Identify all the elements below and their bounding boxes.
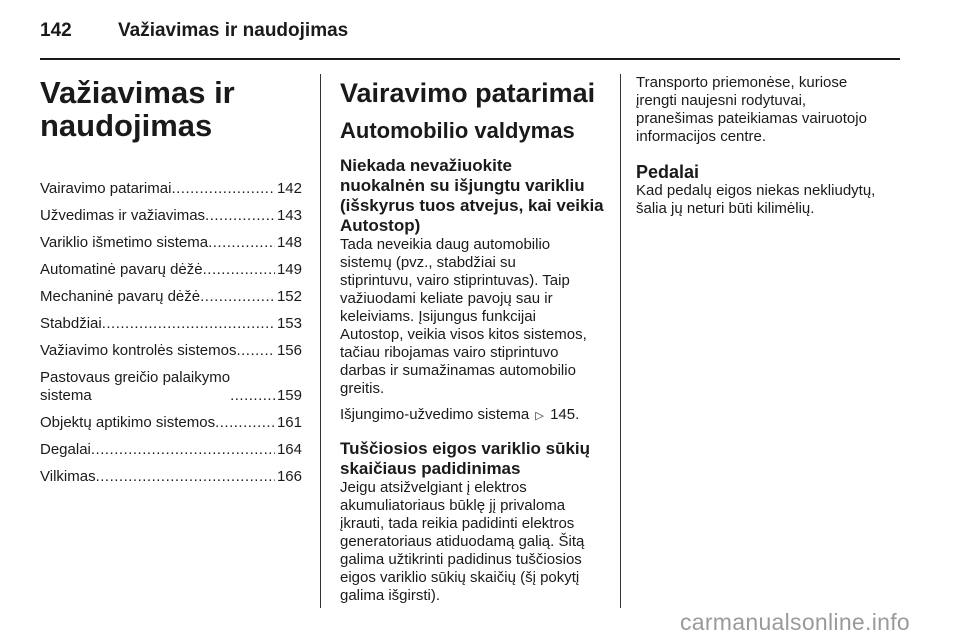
toc-leader-dots — [91, 441, 275, 459]
toc-entry-title: Užvedimas ir važiavimas — [40, 207, 206, 224]
block2-heading: Tuščiosios eigos variklio sūkių skaičiaus padidinimas — [340, 439, 591, 478]
toc-leader-dots — [215, 414, 275, 432]
toc-entry-title: Vilkimas — [40, 468, 96, 485]
header-rule — [40, 58, 900, 60]
column-divider-left — [320, 74, 321, 608]
block4-heading: Pedalai — [636, 162, 700, 182]
toc-entry-title: Pastovaus greičio palaikymo sistema — [40, 369, 231, 404]
toc-leader-dots — [236, 342, 275, 360]
toc-entry — [40, 342, 302, 360]
toc-leader-dots — [205, 207, 275, 225]
section-subtitle: Automobilio valdymas — [340, 118, 575, 143]
toc-entry-page: 142 — [276, 180, 302, 197]
toc-entry — [40, 261, 302, 279]
toc-entry-title: Mechaninė pavarų dėžė — [40, 288, 201, 305]
block1-body: Tada neveikia daug automobilio sistemų (pvz., stabdžiai su stiprintuvu, vairo stiprintuvas). Taip važiuodami keliate pavojų sau ir keleiviams. Įsijungus funkcijai Autostop, veikia visos kitos sistemos, tačiau ribojamas vairo stiprintuvo darbas ir sumažinamas automobilio greitis. — [340, 236, 587, 397]
toc-entry — [40, 441, 302, 459]
toc-entry — [40, 234, 302, 252]
toc-entry-page: 166 — [276, 468, 302, 485]
cross-reference-page: 145. — [550, 406, 580, 423]
content-column-right — [636, 74, 900, 226]
toc-entry-page: 149 — [276, 261, 302, 278]
toc-entry-page: 152 — [276, 288, 302, 305]
toc-entry-title: Automatinė pavarų dėžė — [40, 261, 203, 278]
toc-entry — [40, 369, 302, 405]
toc-entry-title: Variklio išmetimo sistema — [40, 234, 209, 251]
toc-entry-title: Stabdžiai — [40, 315, 102, 332]
toc-entry — [40, 468, 302, 486]
toc-leader-dots — [203, 261, 275, 279]
toc-entry-page: 164 — [276, 441, 302, 458]
toc-entry-page: 159 — [276, 387, 302, 404]
toc-entry — [40, 414, 302, 432]
toc-leader-dots — [102, 315, 275, 333]
section-title: Vairavimo patarimai — [340, 78, 596, 108]
block1-heading: Niekada nevažiuokite nuokalnėn su išjungtu varikliu (išskyrus tuos atvejus, kai veikia Autostop) — [340, 156, 604, 235]
toc-leader-dots — [96, 468, 275, 486]
toc-entry-title: Objektų aptikimo sistemos — [40, 414, 216, 431]
watermark: carmanualsonline.info — [679, 609, 910, 635]
toc-entry — [40, 288, 302, 306]
chapter-column — [40, 74, 302, 495]
block3-body: Transporto priemonėse, kuriose įrengti naujesni rodytuvai, pranešimas pateikiamas vairuotojo informacijos centre. — [636, 74, 867, 145]
toc-leader-dots — [171, 180, 275, 198]
running-header-title: Važiavimas ir naudojimas — [118, 20, 349, 41]
toc-leader-dots — [208, 234, 275, 252]
toc-entry-page: 153 — [276, 315, 302, 332]
page-number: 142 — [40, 20, 72, 41]
toc-entry-title: Vairavimo patarimai — [40, 180, 172, 197]
toc-leader-dots — [230, 387, 275, 405]
toc-entry-page: 161 — [276, 414, 302, 431]
column-divider-right — [620, 74, 621, 608]
reference-arrow-icon: ▷ — [535, 410, 544, 422]
toc-entry-title: Degalai — [40, 441, 91, 458]
block2-body: Jeigu atsižvelgiant į elektros akumuliatoriaus būklę jį privaloma įkrauti, tada reikia padidinti elektros generatoriaus atiduodamą galią. Šitą galima užtikrinti padidinus tuščiosios eigos variklio sūkių skaičių (šį pokytį galima išgirsti). — [340, 479, 585, 604]
toc-entry-page: 143 — [276, 207, 302, 224]
cross-reference-text: Išjungimo-užvedimo sistema — [340, 406, 530, 423]
table-of-contents — [40, 180, 302, 486]
toc-entry-page: 156 — [276, 342, 302, 359]
chapter-title: Važiavimas ir naudojimas — [40, 75, 235, 143]
block4-body: Kad pedalų eigos niekas nekliudytų, šalia jų neturi būti kilimėlių. — [636, 182, 876, 217]
toc-entry — [40, 180, 302, 198]
toc-entry — [40, 315, 302, 333]
toc-leader-dots — [200, 288, 275, 306]
content-column-middle — [340, 74, 606, 613]
toc-entry-title: Važiavimo kontrolės sistemos — [40, 342, 237, 359]
toc-entry — [40, 207, 302, 225]
cross-reference — [340, 406, 606, 425]
toc-entry-page: 148 — [276, 234, 302, 251]
